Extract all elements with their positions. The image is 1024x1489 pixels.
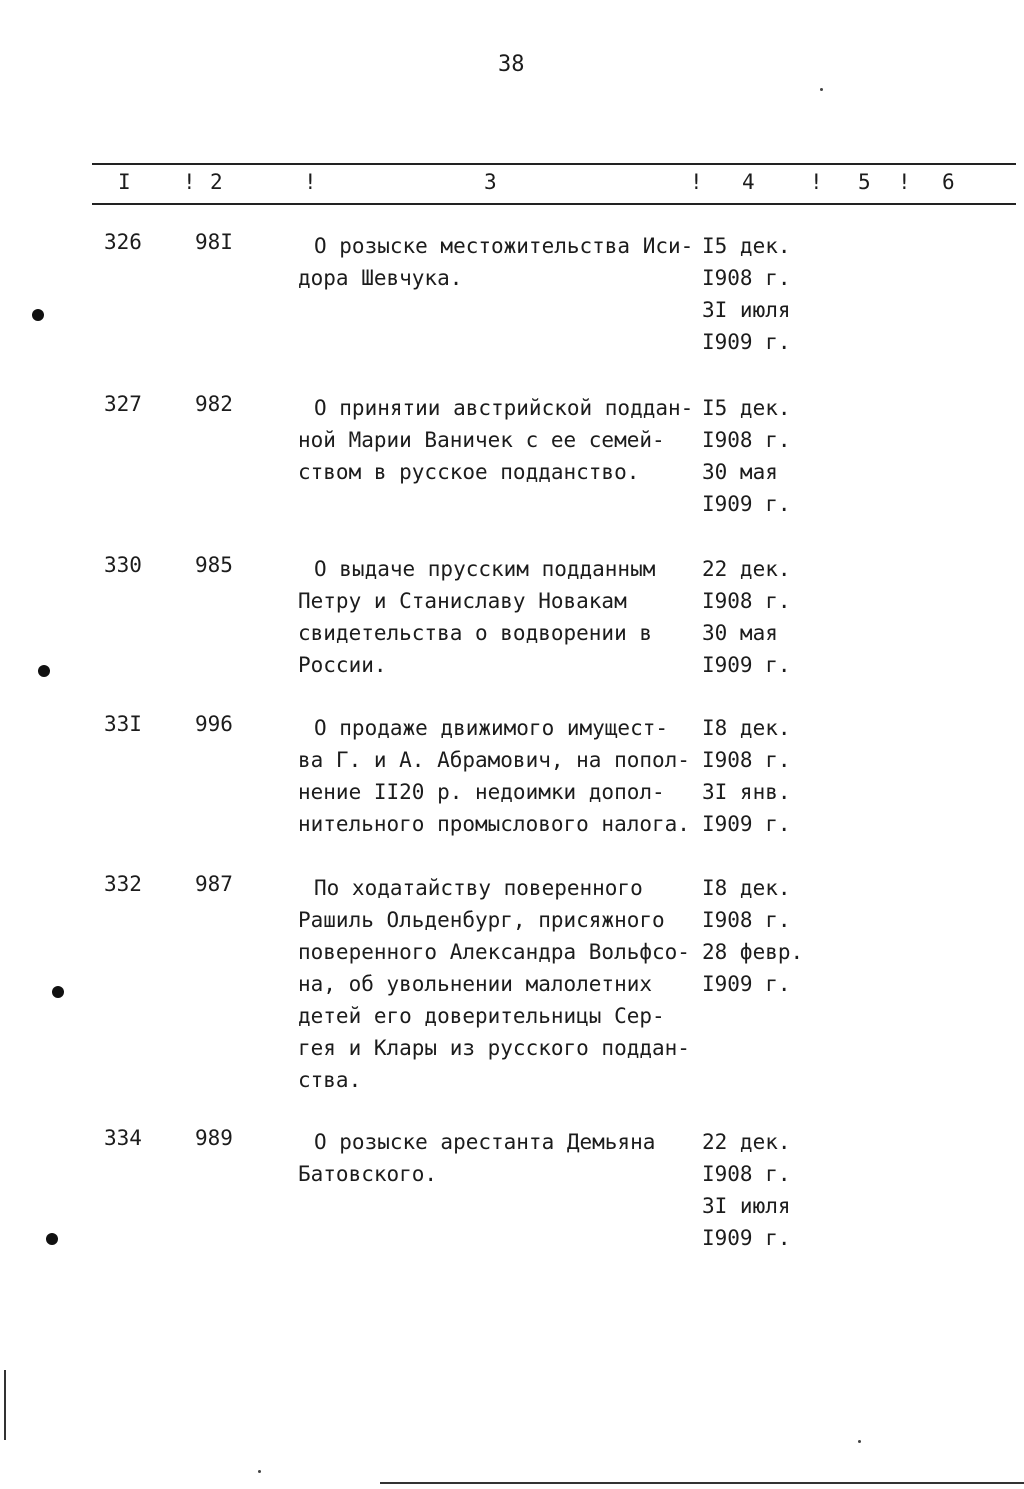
description-line: гея и Клары из русского поддан- bbox=[298, 1036, 690, 1060]
entry-description bbox=[298, 553, 708, 681]
description-line: О розыске арестанта Демьяна bbox=[314, 1130, 656, 1154]
entry-number: 332 bbox=[104, 872, 142, 896]
entry-dates bbox=[702, 872, 803, 1000]
page-number: 38 bbox=[498, 52, 525, 77]
date-line: I909 г. bbox=[702, 492, 791, 516]
date-line: I5 дек. bbox=[702, 396, 791, 420]
date-line: 3I июля bbox=[702, 298, 791, 322]
date-line: I908 г. bbox=[702, 908, 791, 932]
date-line: I908 г. bbox=[702, 748, 791, 772]
description-line: России. bbox=[298, 653, 387, 677]
header-top-rule bbox=[92, 163, 1016, 165]
description-line: О выдаче прусским подданным bbox=[314, 557, 656, 581]
margin-mark bbox=[4, 1370, 6, 1440]
entry-number: 33I bbox=[104, 712, 142, 736]
date-line: 3I июля bbox=[702, 1194, 791, 1218]
document-number: 985 bbox=[195, 553, 233, 577]
document-number: 989 bbox=[195, 1126, 233, 1150]
entry-dates bbox=[702, 392, 791, 520]
entry-description bbox=[298, 872, 708, 1096]
date-line: I5 дек. bbox=[702, 234, 791, 258]
header-separator-2: ! bbox=[304, 170, 317, 194]
punch-hole bbox=[52, 986, 64, 998]
document-number: 987 bbox=[195, 872, 233, 896]
header-col-1: I bbox=[118, 170, 131, 194]
description-line: О продаже движимого имущест- bbox=[314, 716, 669, 740]
date-line: I8 дек. bbox=[702, 716, 791, 740]
entry-number: 330 bbox=[104, 553, 142, 577]
header-col-2: 2 bbox=[210, 170, 223, 194]
description-line: О принятии австрийской поддан- bbox=[314, 396, 694, 420]
description-line: ства. bbox=[298, 1068, 362, 1092]
description-line: детей его доверительницы Сер- bbox=[298, 1004, 665, 1028]
entry-description bbox=[298, 230, 708, 294]
description-line: Петру и Станиславу Новакам bbox=[298, 589, 627, 613]
bottom-edge-line bbox=[380, 1482, 1024, 1484]
entry-description bbox=[298, 712, 708, 840]
date-line: I909 г. bbox=[702, 330, 791, 354]
entry-dates bbox=[702, 553, 791, 681]
date-line: 22 дек. bbox=[702, 557, 791, 581]
date-line: I909 г. bbox=[702, 972, 791, 996]
entry-dates bbox=[702, 1126, 791, 1254]
date-line: 3I янв. bbox=[702, 780, 791, 804]
description-line: ной Марии Ваничек с ее семей- bbox=[298, 428, 665, 452]
date-line: I909 г. bbox=[702, 812, 791, 836]
date-line: I909 г. bbox=[702, 653, 791, 677]
date-line: 30 мая bbox=[702, 460, 778, 484]
document-number: 98I bbox=[195, 230, 233, 254]
date-line: I908 г. bbox=[702, 266, 791, 290]
scan-speck bbox=[858, 1440, 861, 1443]
header-separator-4: ! bbox=[810, 170, 823, 194]
date-line: I908 г. bbox=[702, 589, 791, 613]
punch-hole bbox=[38, 665, 50, 677]
punch-hole bbox=[32, 309, 44, 321]
description-line: По ходатайству поверенного bbox=[314, 876, 643, 900]
entry-number: 326 bbox=[104, 230, 142, 254]
date-line: I8 дек. bbox=[702, 876, 791, 900]
table-header bbox=[0, 170, 1024, 198]
description-line: О розыске местожительства Иси- bbox=[314, 234, 694, 258]
header-col-6: 6 bbox=[942, 170, 955, 194]
entry-number: 327 bbox=[104, 392, 142, 416]
description-line: ством в русское подданство. bbox=[298, 460, 640, 484]
scan-speck bbox=[258, 1470, 261, 1473]
date-line: 22 дек. bbox=[702, 1130, 791, 1154]
header-col-4: 4 bbox=[742, 170, 755, 194]
description-line: свидетельства о водворении в bbox=[298, 621, 653, 645]
entry-dates bbox=[702, 230, 791, 358]
scan-speck bbox=[820, 88, 823, 91]
entry-description bbox=[298, 392, 708, 488]
header-bottom-rule bbox=[92, 203, 1016, 205]
description-line: нительного промыслового налога. bbox=[298, 812, 690, 836]
date-line: 30 мая bbox=[702, 621, 778, 645]
document-number: 996 bbox=[195, 712, 233, 736]
date-line: I908 г. bbox=[702, 1162, 791, 1186]
entry-dates bbox=[702, 712, 791, 840]
date-line: I908 г. bbox=[702, 428, 791, 452]
description-line: дора Шевчука. bbox=[298, 266, 463, 290]
entry-number: 334 bbox=[104, 1126, 142, 1150]
punch-hole bbox=[46, 1233, 58, 1245]
header-separator-1: ! bbox=[183, 170, 196, 194]
description-line: нение II20 р. недоимки допол- bbox=[298, 780, 665, 804]
date-line: 28 февр. bbox=[702, 940, 804, 964]
document-number: 982 bbox=[195, 392, 233, 416]
header-separator-3: ! bbox=[690, 170, 703, 194]
entry-description bbox=[298, 1126, 708, 1190]
header-separator-5: ! bbox=[898, 170, 911, 194]
header-col-3: 3 bbox=[484, 170, 497, 194]
description-line: поверенного Александра Вольфсо- bbox=[298, 940, 690, 964]
header-col-5: 5 bbox=[858, 170, 871, 194]
description-line: ва Г. и А. Абрамович, на попол- bbox=[298, 748, 690, 772]
description-line: Рашиль Ольденбург, присяжного bbox=[298, 908, 665, 932]
description-line: Батовского. bbox=[298, 1162, 438, 1186]
date-line: I909 г. bbox=[702, 1226, 791, 1250]
description-line: на, об увольнении малолетних bbox=[298, 972, 653, 996]
